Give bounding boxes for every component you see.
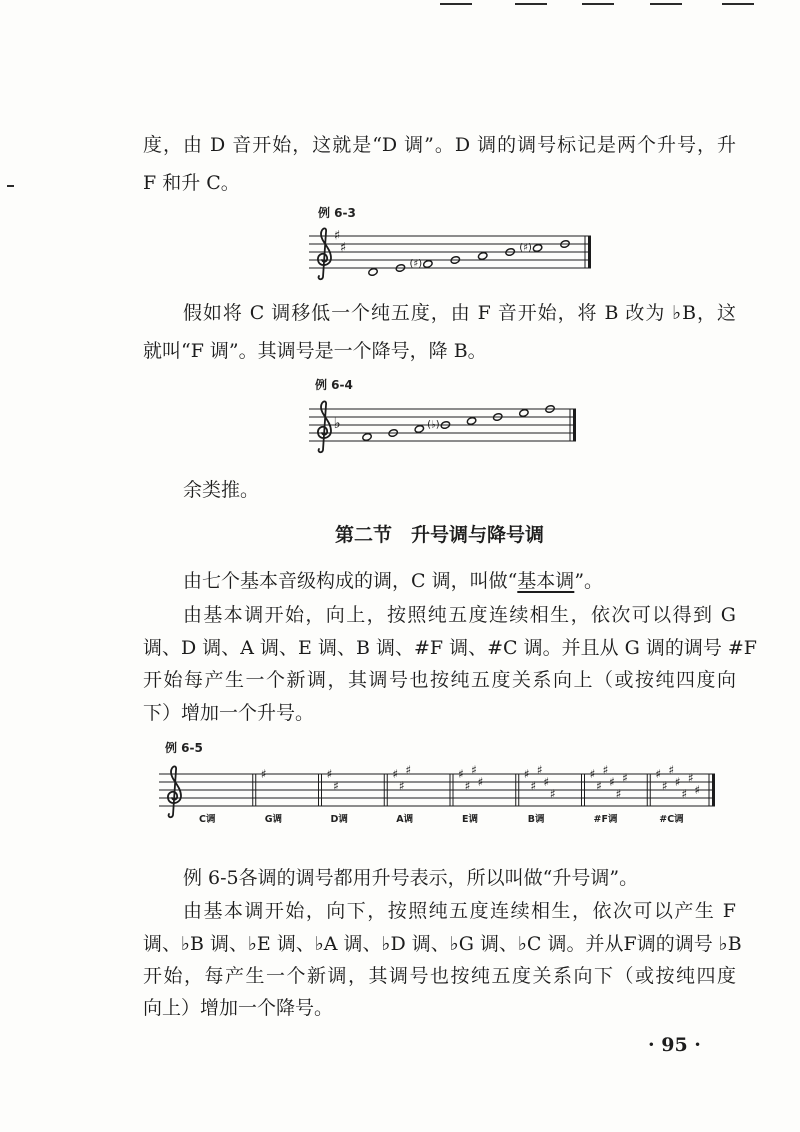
sharp-sign: ♯ [398,779,405,793]
page-number: · 95 · [648,1034,701,1056]
key-label: D调 [330,814,348,825]
example-label: 例 6-3 [318,206,356,220]
paragraph-line: F 和升 C。 [143,172,240,194]
paragraph-line [183,569,603,593]
key-label: #C调 [659,814,684,825]
whole-note [466,417,476,426]
sharp-sign: ♯ [681,787,688,801]
music-staff-example-6-5 [155,760,725,832]
sharp-sign: ♯ [464,779,471,793]
sharp-sign: ♯ [687,771,694,785]
sharp-sign: ♯ [615,787,622,801]
final-barline-thick [588,236,591,268]
key-label: G调 [264,814,283,825]
header-rule-mark [650,3,682,5]
header-rule-mark [582,3,614,5]
sharp-sign: ♯ [333,779,339,793]
paragraph-line: 下）增加一个升号。 [143,702,315,724]
margin-mark [7,185,14,187]
cautionary-sharp: (♯) [409,258,423,270]
sharp-sign: ♯ [392,767,399,781]
paragraph-line: 就叫“F 调”。其调号是一个降号，降 B。 [143,340,487,362]
whole-note [368,268,378,277]
sharp-sign: ♯ [339,240,347,256]
sharp-sign: ♯ [549,787,556,801]
sharp-sign: ♯ [523,767,530,781]
sharp-sign: ♯ [326,767,333,781]
sharp-sign: ♯ [602,763,609,777]
paragraph-line: 开始每产生一个新调，其调号也按纯五度关系向上（或按纯四度向 [143,669,736,691]
text-run: ”。 [574,570,604,592]
text-run: 由七个基本音级构成的调，C 调，叫做“ [183,570,518,592]
whole-note [519,409,529,418]
cautionary-sharp: (♯) [519,242,532,254]
paragraph-line: 开始，每产生一个新调，其调号也按纯五度关系向下（或按纯四度 [143,965,736,987]
sharp-sign: ♯ [543,775,550,789]
sharp-sign: ♯ [471,763,477,777]
music-staff-example-6-4 [305,395,580,457]
sharp-sign: ♯ [661,779,668,793]
cautionary-flat: (♭) [427,419,440,431]
key-label: A调 [396,814,414,825]
sharp-sign: ♯ [596,779,602,793]
sharp-sign: ♯ [458,767,464,781]
paragraph-line: 例 6-5各调的调号都用升号表示，所以叫做“升号调”。 [183,867,639,889]
underlined-term: 基本调 [517,570,575,592]
sharp-sign: ♯ [609,775,615,789]
sharp-sign: ♯ [405,763,412,777]
whole-note [423,260,433,269]
key-label: #F调 [593,814,618,825]
paragraph-line: 调、♭B 调、♭E 调、♭A 调、♭D 调、♭G 调、♭C 调。并从F调的调号 ♭B [143,933,742,955]
sharp-sign: ♯ [655,767,662,781]
section-heading: 第二节 升号调与降号调 [334,524,544,546]
music-staff-example-6-3 [305,222,595,284]
paragraph-line: 调、D 调、A 调、E 调、B 调、#F 调、#C 调。并且从 G 调的调号 #F [143,637,757,659]
key-label: E调 [462,814,478,825]
sharp-sign: ♯ [622,771,628,785]
paragraph-line: 度，由 D 音开始，这就是“D 调”。D 调的调号标记是两个升号，升 [143,134,736,156]
paragraph-line: 假如将 C 调移低一个纯五度，由 F 音开始，将 B 改为 ♭B，这 [183,302,736,324]
example-label: 例 6-5 [165,741,203,755]
sharp-sign: ♯ [674,775,681,789]
sharp-sign: ♯ [668,763,675,777]
final-barline-thick [573,409,576,441]
paragraph-line: 由基本调开始，向下，按照纯五度连续相生，依次可以产生 F [183,900,736,922]
whole-note [478,252,488,261]
sharp-sign: ♯ [260,767,267,781]
whole-note [532,244,542,253]
whole-note [414,425,424,434]
whole-note [362,433,372,442]
example-label: 例 6-4 [315,378,353,392]
header-rule-mark [722,3,754,5]
sharp-sign: ♯ [530,779,537,793]
header-rule-mark [515,3,547,5]
key-label: C调 [199,814,216,825]
final-barline-thick [712,774,715,806]
header-rule-mark [440,3,472,5]
sharp-sign: ♯ [536,763,543,777]
sharp-sign: ♯ [694,783,701,797]
paragraph-line: 向上）增加一个降号。 [143,997,334,1019]
paragraph-line: 由基本调开始，向上，按照纯五度连续相生，依次可以得到 G [183,604,736,626]
flat-sign: ♭ [333,414,341,432]
key-label: B调 [527,814,545,825]
sharp-sign: ♯ [333,228,341,244]
sharp-sign: ♯ [589,767,596,781]
paragraph-line: 余类推。 [183,479,260,501]
sharp-sign: ♯ [477,775,484,789]
